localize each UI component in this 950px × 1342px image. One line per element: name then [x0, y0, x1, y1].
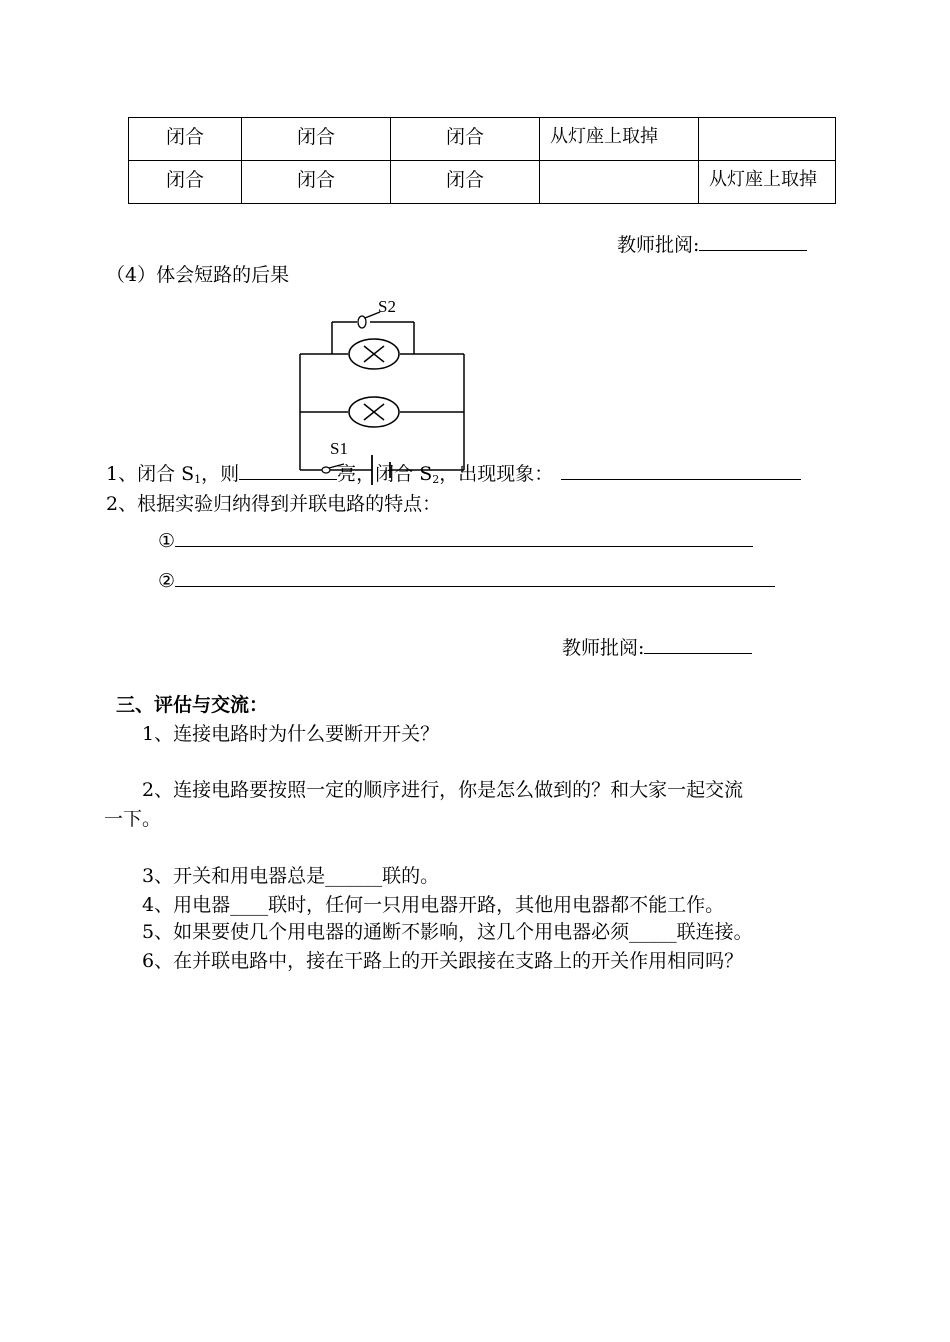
question-1	[106, 459, 801, 486]
q1-text: 1、闭合 S	[106, 463, 195, 485]
answer-line-2	[158, 568, 775, 592]
teacher-review-label: 教师批阅:	[562, 637, 645, 659]
s1-label: S1	[330, 439, 348, 458]
table-cell	[540, 161, 699, 204]
q1-text: ，则	[201, 463, 240, 485]
eval-question-3: 3、开关和用电器总是______联的。	[142, 865, 440, 887]
lamp-top	[349, 339, 399, 369]
answer-blank[interactable]	[561, 461, 801, 480]
section-title: （4）体会短路的后果	[106, 264, 290, 286]
answer-line-1	[158, 528, 753, 552]
table-row	[129, 118, 836, 161]
switch-s2	[358, 312, 380, 328]
answer-blank[interactable]	[239, 461, 337, 480]
table-cell: 闭合	[242, 118, 391, 161]
eval-question-1: 1、连接电路时为什么要断开开关？	[142, 723, 440, 745]
item-marker: ①	[158, 530, 176, 552]
eval-question-4: 4、用电器____联时，任何一只用电器开路，其他用电器都不能工作。	[142, 894, 725, 916]
lamp-middle	[349, 397, 399, 427]
item-marker: ②	[158, 570, 176, 592]
eval-question-6: 6、在并联电路中，接在干路上的开关跟接在支路上的开关作用相同吗？	[142, 950, 744, 972]
table-cell: 从灯座上取掉	[540, 118, 699, 161]
q1-text: 亮，闭合 S	[337, 463, 433, 485]
table-cell: 从灯座上取掉	[699, 161, 836, 204]
eval-question-5: 5、如果要使几个用电器的通断不影响，这几个用电器必须_____联连接。	[142, 921, 753, 943]
question-2: 2、根据实验归纳得到并联电路的特点：	[106, 493, 442, 515]
eval-question-2: 2、连接电路要按照一定的顺序进行，你是怎么做到的？和大家一起交流	[142, 779, 744, 801]
teacher-review-label: 教师批阅:	[617, 234, 700, 256]
teacher-review-blank[interactable]	[699, 232, 807, 251]
table-cell: 闭合	[242, 161, 391, 204]
teacher-review-blank[interactable]	[644, 635, 752, 654]
subscript: 1	[194, 473, 202, 486]
q1-text: ，出现现象：	[439, 463, 554, 485]
table-cell: 闭合	[129, 161, 242, 204]
table-cell	[699, 118, 836, 161]
section-heading: 三、评估与交流：	[116, 694, 269, 716]
teacher-review	[562, 633, 752, 660]
table-cell: 闭合	[129, 118, 242, 161]
table-cell: 闭合	[391, 161, 540, 204]
answer-blank[interactable]	[175, 568, 775, 587]
teacher-review	[617, 230, 807, 257]
table-cell: 闭合	[391, 118, 540, 161]
eval-question-2-cont: 一下。	[104, 808, 162, 830]
experiment-table	[128, 117, 836, 204]
answer-blank[interactable]	[175, 528, 753, 547]
subscript: 2	[432, 473, 440, 486]
table-row	[129, 161, 836, 204]
s2-label: S2	[378, 297, 396, 316]
